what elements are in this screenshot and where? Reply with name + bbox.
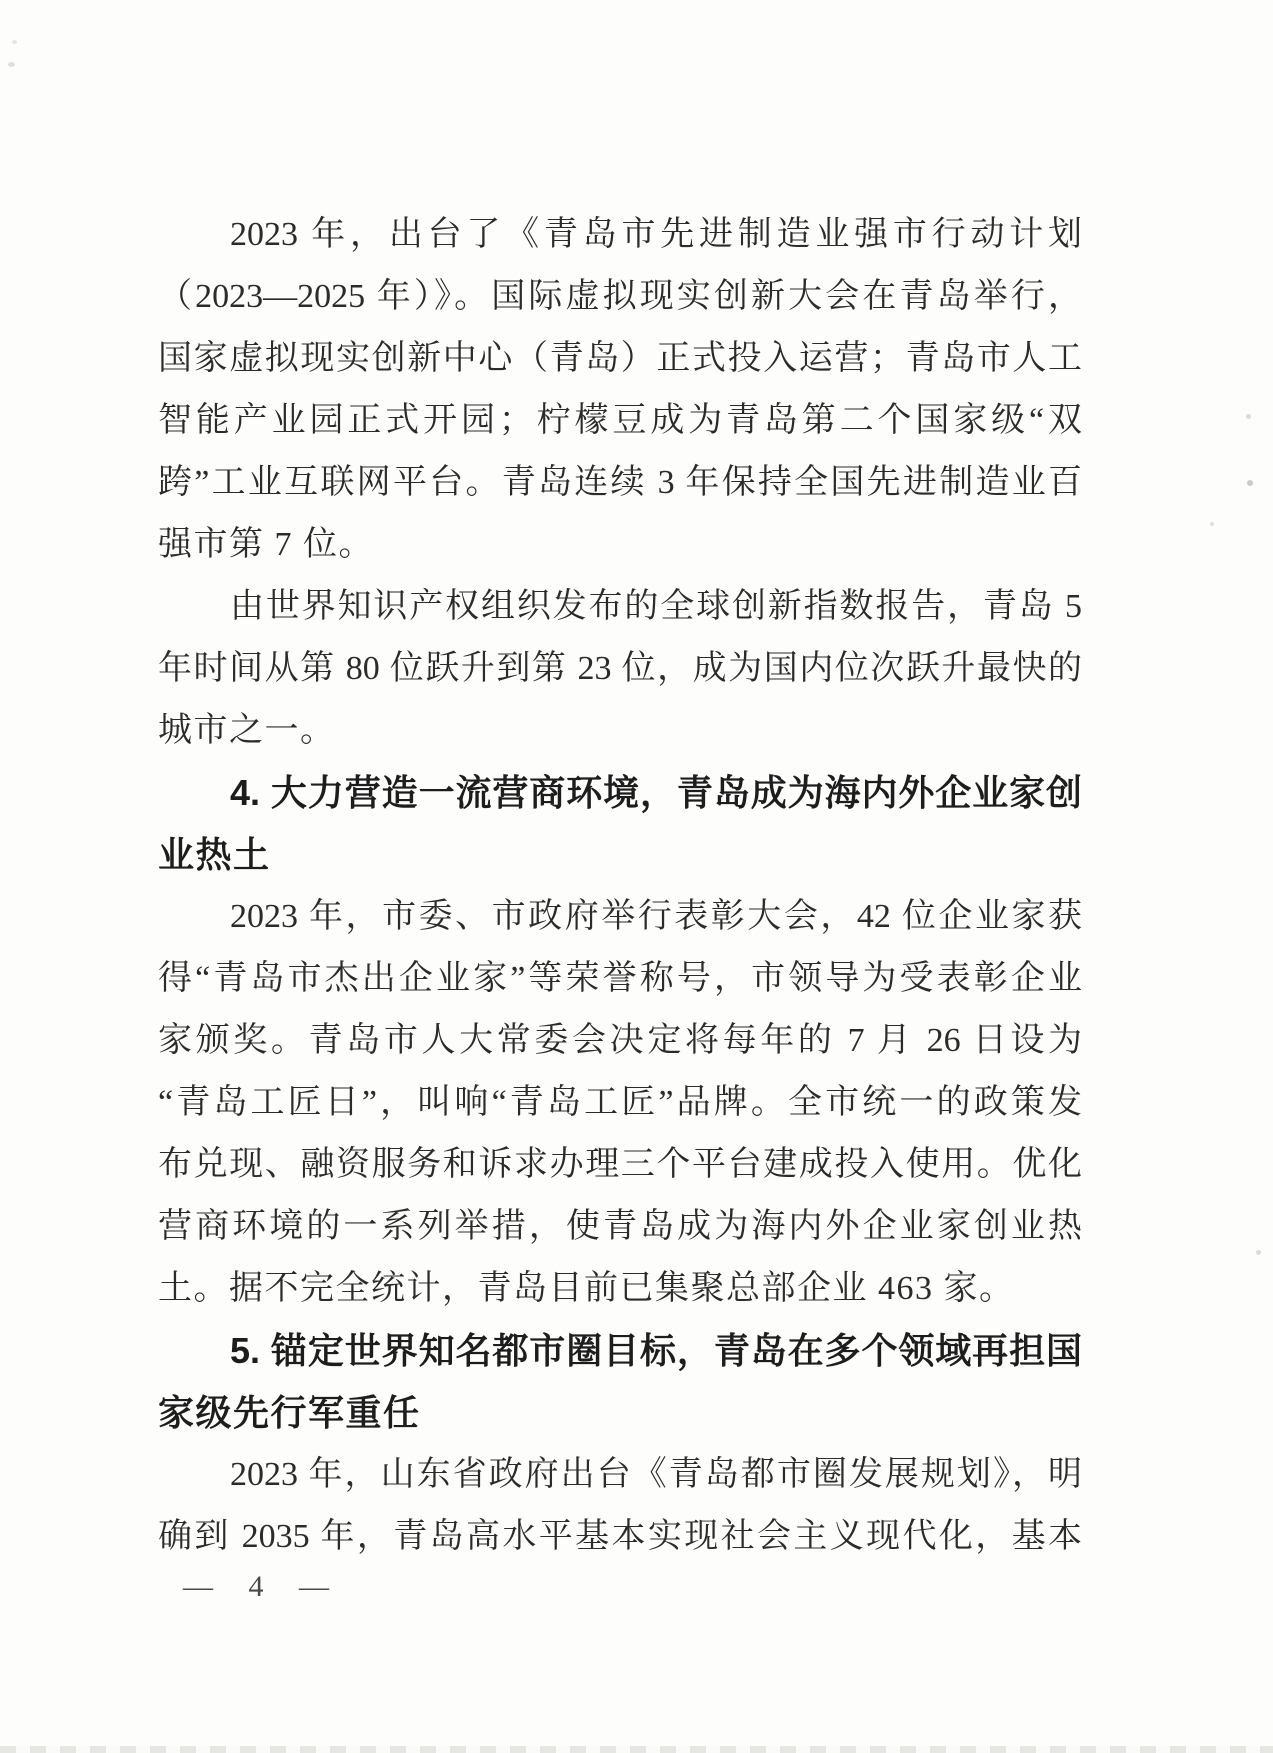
scan-speck: [12, 40, 17, 44]
text-line: “青岛工匠日”，叫响“青岛工匠”品牌。全市统一的政策发: [158, 1084, 1082, 1121]
text-line: 跨”工业互联网平台。青岛连续 3 年保持全国先进制造业百: [158, 464, 1082, 501]
paragraph-metropolitan-plan: [158, 1444, 1082, 1568]
paragraph-innovation-index: [158, 576, 1082, 762]
scan-speck: [1210, 522, 1214, 526]
text-line: 年时间从第 80 位跃升到第 23 位，成为国内位次跃升最快的: [158, 650, 1082, 687]
text-line: 2023 年，市委、市政府举行表彰大会，42 位企业家获: [230, 898, 1082, 935]
paragraph-manufacturing-plan: [158, 204, 1082, 576]
heading-line: 家级先行军重任: [158, 1392, 421, 1433]
heading-line: 4. 大力营造一流营商环境，青岛成为海内外企业家创: [230, 772, 1082, 813]
text-line: 营商环境的一系列举措，使青岛成为海内外企业家创业热: [158, 1208, 1082, 1245]
text-line: 城市之一。: [158, 712, 336, 749]
page-number: — 4 —: [183, 1570, 343, 1603]
scan-speck: [1247, 480, 1253, 486]
paragraph-business-environment: [158, 886, 1082, 1320]
scan-speck: [1256, 1250, 1261, 1255]
section-4-heading: [158, 762, 1082, 886]
text-line: 确到 2035 年，青岛高水平基本实现社会主义现代化，基本: [158, 1518, 1082, 1555]
scan-edge-noise: [0, 1746, 1273, 1753]
text-line: 得“青岛市杰出企业家”等荣誉称号，市领导为受表彰企业: [158, 960, 1082, 997]
heading-line: 业热土: [158, 834, 271, 875]
document-body: [158, 204, 1082, 1568]
scan-speck: [1246, 414, 1251, 419]
text-line: 土。据不完全统计，青岛目前已集聚总部企业 463 家。: [158, 1270, 1015, 1307]
text-line: 布兑现、融资服务和诉求办理三个平台建成投入使用。优化: [158, 1146, 1082, 1183]
text-line: 2023 年，出台了《青岛市先进制造业强市行动计划: [230, 216, 1082, 253]
text-line: 家颁奖。青岛市人大常委会决定将每年的 7 月 26 日设为: [158, 1022, 1082, 1059]
text-line: 由世界知识产权组织发布的全球创新指数报告，青岛 5: [230, 588, 1082, 625]
text-line: 强市第 7 位。: [158, 526, 374, 563]
heading-line: 5. 锚定世界知名都市圈目标，青岛在多个领域再担国: [230, 1330, 1082, 1371]
text-line: （2023—2025 年）》。国际虚拟现实创新大会在青岛举行，: [158, 278, 1082, 315]
section-5-heading: [158, 1320, 1082, 1444]
text-line: 2023 年，山东省政府出台《青岛都市圈发展规划》，明: [230, 1456, 1082, 1493]
text-line: 国家虚拟现实创新中心（青岛）正式投入运营；青岛市人工: [158, 340, 1082, 377]
scan-speck: [8, 62, 15, 67]
text-line: 智能产业园正式开园；柠檬豆成为青岛第二个国家级“双: [158, 402, 1082, 439]
